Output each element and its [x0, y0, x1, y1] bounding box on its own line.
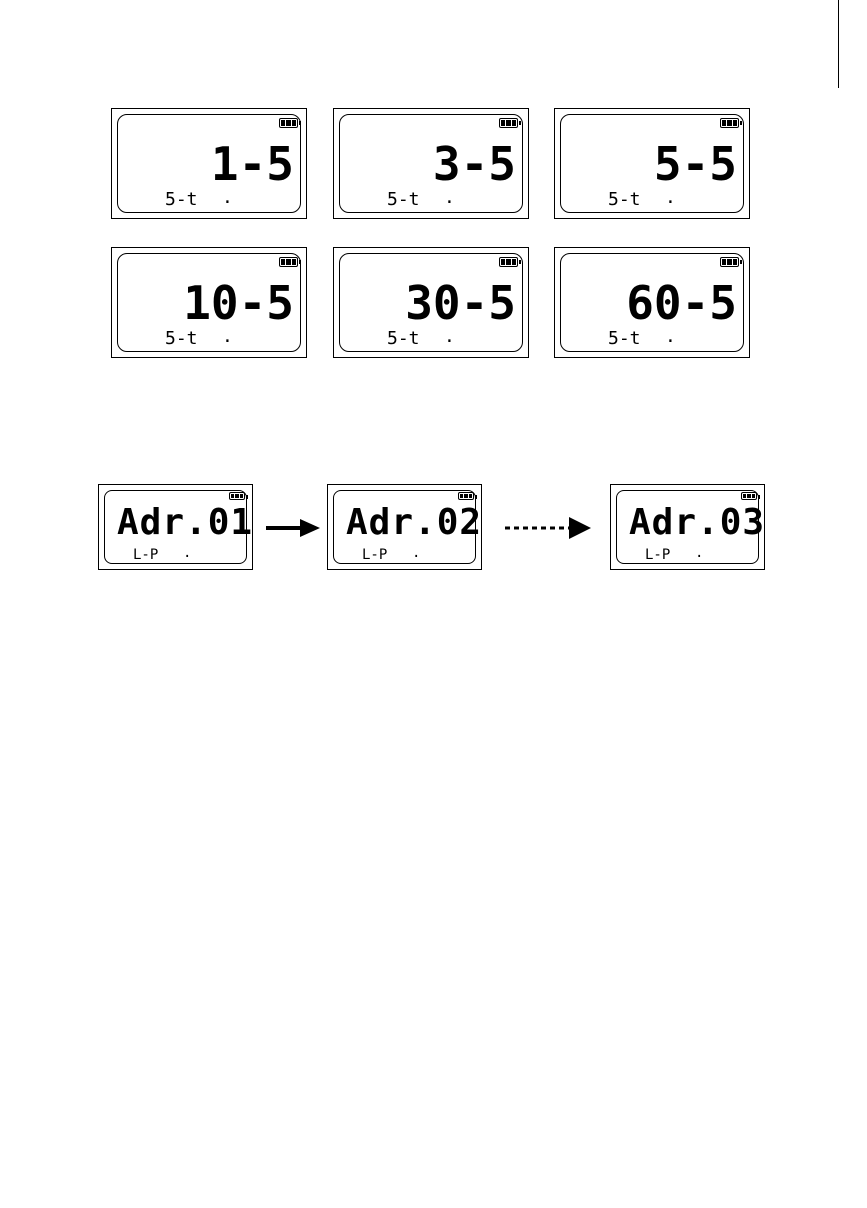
lcd-display-address-03 — [610, 484, 765, 570]
lcd-label: 5-t — [608, 189, 641, 210]
lcd-display-address-01 — [98, 484, 253, 570]
lcd-dot: . — [183, 545, 192, 561]
lcd-dot: . — [665, 187, 676, 208]
lcd-value: 10-5 — [183, 276, 294, 330]
lcd-display-interval-10 — [111, 247, 307, 358]
dashed-arrow-right-icon — [505, 516, 591, 540]
lcd-value: 30-5 — [405, 276, 516, 330]
lcd-label: 5-t — [387, 189, 420, 210]
lcd-dot: . — [695, 545, 704, 561]
page-margin-line — [838, 0, 839, 88]
lcd-value: Adr.03 — [629, 502, 766, 543]
lcd-dot: . — [222, 187, 233, 208]
lcd-label: L-P — [362, 547, 388, 563]
lcd-value: Adr.01 — [117, 502, 254, 543]
lcd-dot: . — [444, 326, 455, 347]
lcd-value: 60-5 — [626, 276, 737, 330]
lcd-label: 5-t — [387, 328, 420, 349]
lcd-value: 1-5 — [210, 137, 294, 191]
lcd-value: 3-5 — [432, 137, 516, 191]
lcd-label: 5-t — [165, 189, 198, 210]
lcd-value: 5-5 — [653, 137, 737, 191]
lcd-display-address-02 — [327, 484, 482, 570]
lcd-label: L-P — [133, 547, 159, 563]
lcd-dot: . — [665, 326, 676, 347]
battery-icon — [279, 257, 298, 267]
battery-icon — [499, 257, 518, 267]
lcd-display-interval-3 — [333, 108, 529, 219]
lcd-display-interval-1 — [111, 108, 307, 219]
lcd-dot: . — [412, 545, 421, 561]
lcd-dot: . — [444, 187, 455, 208]
lcd-dot: . — [222, 326, 233, 347]
lcd-display-interval-60 — [554, 247, 750, 358]
lcd-label: L-P — [645, 547, 671, 563]
lcd-label: 5-t — [608, 328, 641, 349]
lcd-value: Adr.02 — [346, 502, 483, 543]
battery-icon — [720, 118, 739, 128]
battery-icon — [720, 257, 739, 267]
battery-icon — [741, 492, 757, 500]
lcd-label: 5-t — [165, 328, 198, 349]
lcd-display-interval-30 — [333, 247, 529, 358]
battery-icon — [458, 492, 474, 500]
battery-icon — [499, 118, 518, 128]
lcd-display-interval-5 — [554, 108, 750, 219]
battery-icon — [229, 492, 245, 500]
arrow-right-icon — [266, 518, 320, 538]
battery-icon — [279, 118, 298, 128]
